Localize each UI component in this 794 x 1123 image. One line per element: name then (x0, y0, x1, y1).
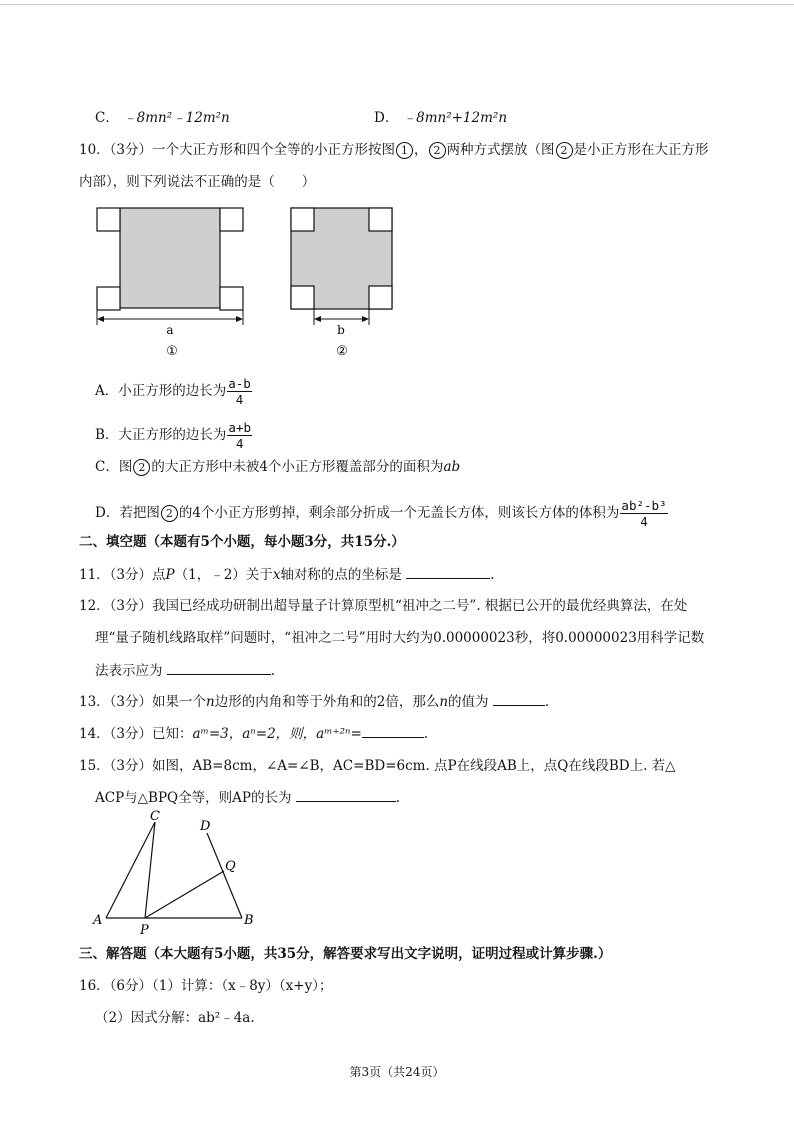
q12-line2: 理“量子随机线路取样”问题时，“祖冲之二号”用时大约为0.00000023秒，将0.00000023用科学记数 (95, 630, 705, 646)
figure-ref-1: 1 (396, 142, 413, 159)
q10-option-a (95, 376, 252, 407)
small-square (97, 287, 120, 310)
answer-blank[interactable] (167, 660, 271, 675)
answer-blank[interactable] (296, 787, 396, 802)
q16-line1: 16．（6分）（1）计算：（x﹣8y）（x+y）； (79, 978, 333, 994)
figure-ref-2: 2 (429, 142, 446, 159)
q11-var: P (165, 567, 175, 583)
dimension-label-a: a (166, 323, 174, 337)
q12-line3 (95, 660, 275, 681)
q10-text: 是小正方形在大正方形 (573, 142, 709, 158)
q14-end: . (423, 726, 429, 742)
large-square (120, 208, 220, 308)
denominator: 4 (640, 514, 648, 529)
q14-expr: aᵐ=3，aⁿ=2，则，aᵐ⁺²ⁿ= (192, 726, 362, 742)
segment-cp (145, 822, 155, 918)
option-expr: ﹣8mn²﹣12m²n (123, 110, 230, 126)
option-label: D． (374, 110, 399, 126)
option-text: 的4个小正方形剪掉，剩余部分折成一个无盖长方体，则该长方体的体积为 (178, 505, 620, 521)
q11-text: 轴对称的点的坐标是 (280, 567, 402, 583)
answer-blank[interactable] (493, 691, 545, 706)
q10-option-d (95, 498, 668, 529)
q12-text: 法表示应为 (95, 663, 163, 679)
q14-text: 14．（3分）已知： (79, 726, 193, 742)
q14 (79, 723, 428, 744)
figure-2-caption: ② (336, 344, 348, 359)
point-label-p: P (140, 923, 149, 936)
q9-option-c (95, 108, 230, 128)
option-text: B．大正方形的边长为 (95, 427, 227, 443)
q15-end: . (395, 790, 401, 806)
fraction (227, 376, 252, 407)
fraction (620, 498, 667, 529)
q10-text: 10．（3分）一个大正方形和四个全等的小正方形按图 (79, 142, 396, 158)
figure-ref-2: 2 (556, 142, 573, 159)
q11 (79, 564, 495, 585)
q10-text: 两种方式摆放（图 (446, 142, 555, 158)
q10-figures (90, 203, 420, 363)
page-footer: 第3页（共24页） (349, 1065, 445, 1079)
numerator: ab²-b³ (621, 498, 667, 513)
point-label-q: Q (225, 859, 236, 874)
answer-blank[interactable] (362, 723, 424, 738)
denominator: 4 (235, 392, 244, 407)
option-text: A．小正方形的边长为 (95, 383, 227, 399)
top-rule (0, 4, 794, 5)
dimension-label-b: b (337, 323, 345, 337)
small-square (291, 208, 314, 231)
segment-ac (106, 822, 155, 918)
option-text: C．图 (95, 459, 133, 475)
q10-line2: 内部），则下列说法不正确的是（ ） (79, 174, 316, 190)
q13-var: n (439, 694, 449, 710)
small-square (220, 208, 243, 231)
q10-line1 (79, 140, 709, 160)
figure-2 (291, 208, 392, 359)
q13-text: 13．（3分）如果一个 (79, 694, 207, 710)
q13-text: 边形的内角和等于外角和的2倍，那么 (214, 694, 440, 710)
fraction (227, 420, 252, 451)
q15-figure (90, 808, 270, 936)
small-square (369, 286, 392, 309)
q13-end: . (544, 694, 550, 710)
figure-1 (97, 208, 243, 359)
denominator: 4 (235, 436, 244, 451)
point-label-c: C (150, 809, 160, 824)
q10-option-b (95, 420, 252, 451)
small-square (97, 208, 120, 231)
q15-text: ACP与△BPQ全等，则AP的长为 (95, 790, 292, 806)
q11-var: x (272, 567, 281, 583)
point-label-a: A (93, 913, 103, 928)
q13-var: n (206, 694, 215, 710)
q11-end: . (490, 567, 495, 583)
q10-sep: ， (414, 142, 428, 158)
segment-pq (145, 871, 224, 918)
q16-line2: （2）因式分解：ab²﹣4a. (95, 1010, 255, 1026)
q11-text: （1，﹣2）关于 (174, 567, 273, 583)
small-square (291, 286, 314, 309)
q13-text: 的值为 (448, 694, 489, 710)
option-label: C． (95, 110, 119, 126)
q13 (79, 691, 549, 712)
point-label-b: B (244, 913, 254, 928)
segment-bd (207, 833, 242, 918)
q12-end: . (270, 663, 276, 679)
point-label-d: D (200, 819, 211, 834)
q15-line1: 15．（3分）如图，AB=8cm，∠A=∠B，AC=BD=6cm. 点P在线段AB上，点Q在线段BD上. 若△ (79, 758, 676, 774)
q9-option-d (374, 108, 507, 128)
figure-ref-2: 2 (133, 459, 150, 476)
option-text: D．若把图 (95, 505, 160, 521)
q10-option-c (95, 457, 460, 477)
small-square (220, 287, 243, 310)
section-3-title: 三、解答题（本大题有5小题，共35分，解答要求写出文字说明，证明过程或计算步骤.） (79, 946, 612, 962)
numerator: a-b (228, 376, 251, 391)
q12-line1: 12．（3分）我国已经成功研制出超导量子计算原型机“祖冲之二号”. 根据已公开的最优经典算法，在处 (79, 598, 688, 614)
section-2-title: 二、填空题（本题有5个小题，每小题3分，共15分.） (79, 534, 405, 550)
option-expr: ﹣8mn²+12m²n (402, 110, 508, 126)
option-text: 的大正方形中未被4个小正方形覆盖部分的面积为 (151, 459, 444, 475)
q11-text: 11．（3分）点 (79, 567, 166, 583)
answer-blank[interactable] (406, 564, 490, 579)
small-square (369, 208, 392, 231)
option-var: ab (443, 459, 461, 475)
q15-line2 (95, 787, 400, 808)
numerator: a+b (228, 420, 251, 435)
figure-1-caption: ① (166, 344, 178, 359)
figure-ref-2: 2 (161, 505, 178, 522)
